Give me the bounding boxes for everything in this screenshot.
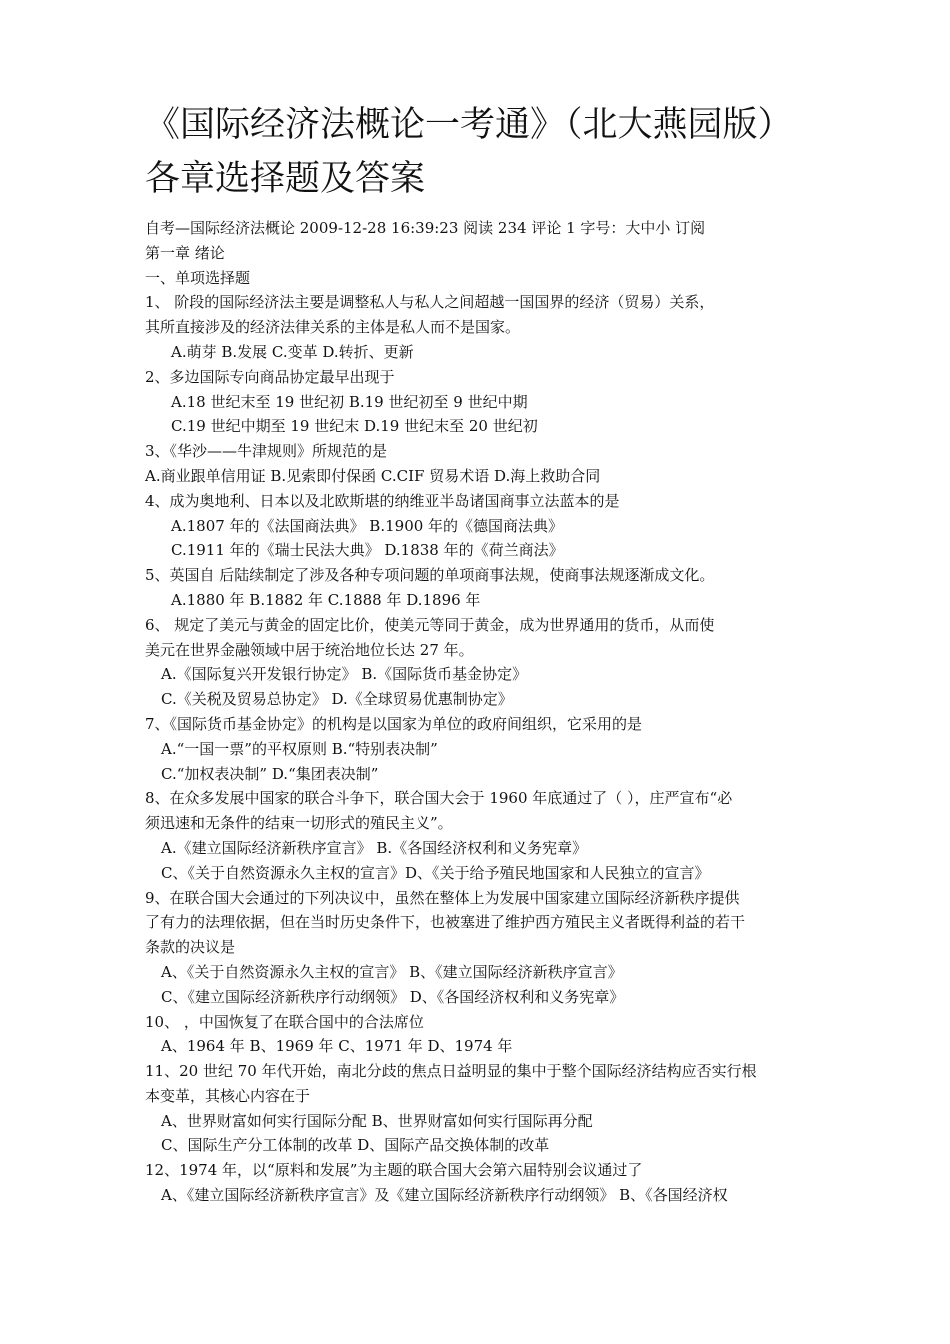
title-line-1: 《国际经济法概论一考通》（北大燕园版）: [145, 105, 793, 145]
meta-line: 自考—国际经济法概论 2009-12-28 16:39:23 阅读 234 评论 1 字号：大中小 订阅: [145, 219, 706, 237]
question-line: 条款的决议是: [145, 938, 236, 957]
option-line: A、《建立国际经济新秩序宣言》及《建立国际经济新秩序行动纲领》 B、《各国经济权: [161, 1186, 728, 1205]
question-line: 1、 阶段的国际经济法主要是调整私人与私人之间超越一国国界的经济（贸易）关系，: [145, 293, 715, 312]
question-line: 10、 ，中国恢复了在联合国中的合法席位: [145, 1012, 424, 1031]
option-line: A.《建立国际经济新秩序宣言》 B.《各国经济权利和义务宪章》: [161, 838, 588, 857]
option-line: A.“一国一票”的平权原则 B.“特别表决制”: [161, 739, 438, 758]
question-line: 8、在众多发展中国家的联合斗争下，联合国大会于 1960 年底通过了（ ），庄严宣布“必: [145, 789, 733, 808]
document-title: [145, 98, 845, 206]
question-line: 2、多边国际专向商品协定最早出现于: [145, 367, 395, 386]
option-line: C、国际生产分工体制的改革 D、国际产品交换体制的改革: [161, 1136, 550, 1155]
option-line: A、《关于自然资源永久主权的宣言》 B、《建立国际经济新秩序宣言》: [161, 962, 623, 981]
question-line: 了有力的法理依据，但在当时历史条件下，也被塞进了维护西方殖民主义者既得利益的若干: [145, 913, 746, 932]
section-heading: 一、单项选择题: [145, 268, 251, 287]
option-line: A、世界财富如何实行国际分配 B、世界财富如何实行国际再分配: [161, 1111, 593, 1130]
chapter-heading: 第一章 绪论: [145, 243, 225, 262]
question-line: 其所直接涉及的经济法律关系的主体是私人而不是国家。: [145, 318, 521, 337]
question-line: 6、 规定了美元与黄金的固定比价，使美元等同于黄金，成为世界通用的货币，从而使: [145, 615, 715, 634]
option-line: C、《关于自然资源永久主权的宣言》D、《关于给予殖民地国家和人民独立的宣言》: [161, 863, 710, 882]
option-line: A.萌芽 B.发展 C.变革 D.转折、更新: [171, 342, 414, 361]
question-line: 须迅速和无条件的结束一切形式的殖民主义”。: [145, 814, 453, 833]
title-line-2: 各章选择题及答案: [145, 159, 426, 199]
option-line: A、1964 年 B、1969 年 C、1971 年 D、1974 年: [161, 1037, 513, 1056]
option-line: C.1911 年的《瑞士民法大典》 D.1838 年的《荷兰商法》: [171, 541, 564, 560]
option-line: C.19 世纪中期至 19 世纪末 D.19 世纪末至 20 世纪初: [171, 417, 538, 436]
option-line: C、《建立国际经济新秩序行动纲领》 D、《各国经济权利和义务宪章》: [161, 987, 625, 1006]
question-line: 本变革，其核心内容在于: [145, 1086, 311, 1105]
option-line: A.1807 年的《法国商法典》 B.1900 年的《德国商法典》: [171, 516, 564, 535]
option-line: C.《关税及贸易总协定》 D.《全球贸易优惠制协定》: [161, 690, 513, 709]
question-line: 11、20 世纪 70 年代开始，南北分歧的焦点日益明显的集中于整个国际经济结构应否实行根: [145, 1062, 757, 1081]
option-line: A.1880 年 B.1882 年 C.1888 年 D.1896 年: [171, 590, 481, 609]
option-line: A.18 世纪末至 19 世纪初 B.19 世纪初至 9 世纪中期: [171, 392, 528, 411]
option-line: A.《国际复兴开发银行协定》 B.《国际货币基金协定》: [161, 665, 528, 684]
document-body: [145, 216, 810, 1208]
question-line: 3、《华沙——牛津规则》所规范的是: [145, 442, 388, 461]
option-line: C.“加权表决制” D.“集团表决制”: [161, 764, 379, 783]
question-line: 4、成为奥地利、日本以及北欧斯堪的纳维亚半岛诸国商事立法蓝本的是: [145, 491, 620, 510]
question-line: 9、在联合国大会通过的下列决议中，虽然在整体上为发展中国家建立国际经济新秩序提供: [145, 888, 740, 907]
question-line: 12、1974 年，以“原料和发展”为主题的联合国大会第六届特别会议通过了: [145, 1161, 643, 1180]
option-line: A.商业跟单信用证 B.见索即付保函 C.CIF 贸易术语 D.海上救助合同: [145, 466, 601, 485]
question-line: 美元在世界金融领域中居于统治地位长达 27 年。: [145, 640, 474, 659]
question-line: 5、英国自 后陆续制定了涉及各种专项问题的单项商事法规，使商事法规逐渐成文化。: [145, 566, 715, 585]
question-line: 7、《国际货币基金协定》的机构是以国家为单位的政府间组织，它采用的是: [145, 714, 643, 733]
